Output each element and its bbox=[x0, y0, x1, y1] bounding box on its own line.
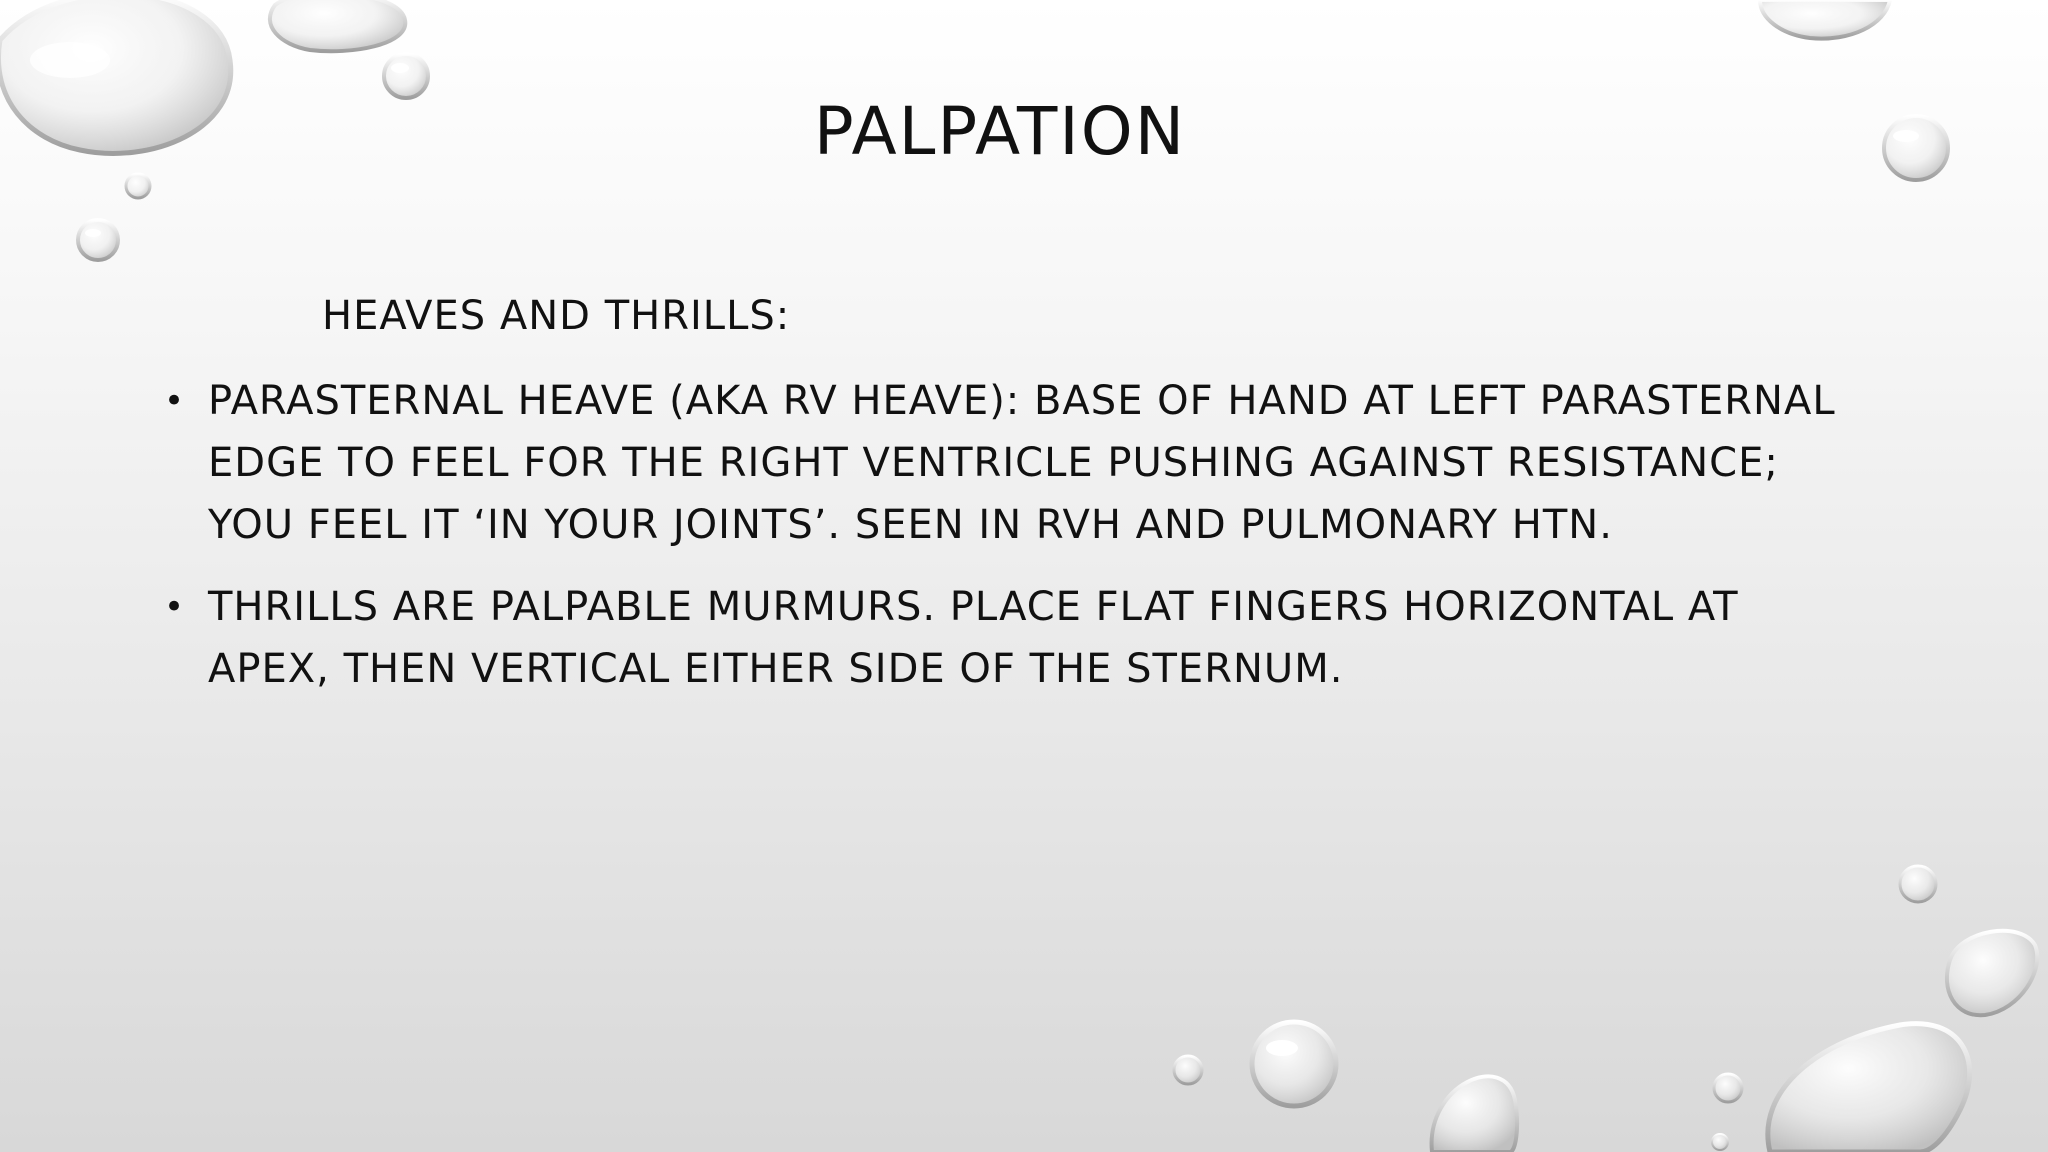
droplet bbox=[1760, 0, 1890, 39]
slide-subheading: HEAVES AND THRILLS: bbox=[322, 293, 791, 339]
droplet bbox=[1712, 1134, 1728, 1150]
slide-title: PALPATION bbox=[813, 93, 1187, 170]
droplet bbox=[126, 174, 150, 198]
bullet-item bbox=[160, 576, 1860, 700]
droplet bbox=[1768, 1024, 1970, 1152]
bullet-marker: • bbox=[164, 381, 186, 421]
bullet-list bbox=[160, 370, 1860, 720]
droplet bbox=[1714, 1074, 1742, 1102]
bullet-item bbox=[160, 370, 1860, 556]
bullet-marker: • bbox=[164, 587, 186, 627]
droplet bbox=[1947, 931, 2037, 1015]
droplet bbox=[1900, 866, 1936, 902]
droplet bbox=[270, 0, 405, 51]
bullet-text: THRILLS ARE PALPABLE MURMURS. PLACE FLAT FINGERS HORIZONTAL AT APEX, THEN VERTICAL EITHER SIDE OF THE STERNUM. bbox=[208, 584, 1739, 692]
droplet bbox=[1252, 1022, 1336, 1106]
bullet-text: PARASTERNAL HEAVE (AKA RV HEAVE): BASE OF HAND AT LEFT PARASTERNAL EDGE TO FEEL FOR THE RIGHT VENTRICLE PUSHING AGAINST RESISTANCE; YOU FEEL IT ‘IN YOUR JOINTS’. SEEN IN RVH AND PULMONARY HTN. bbox=[208, 378, 1836, 548]
droplet bbox=[78, 220, 118, 260]
droplet bbox=[1174, 1056, 1202, 1084]
droplet bbox=[1432, 1076, 1518, 1152]
